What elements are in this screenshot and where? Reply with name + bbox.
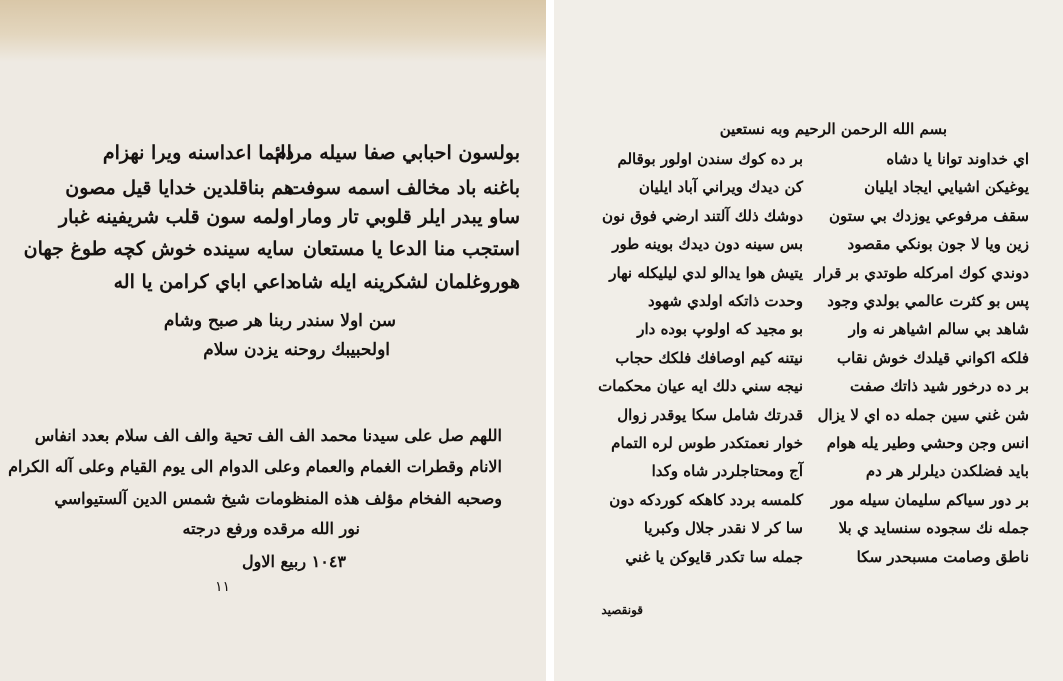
verse-left-hemistich: بر ده كوك سندن اولور بوقالم [617,150,803,168]
verse-left-hemistich: دوشك ذلك آلتند ارضي فوق نون [602,206,803,225]
verse-right-hemistich: داعي اباي كرامن يا اله [113,271,294,293]
verse-right-hemistich: شن غني سين جمله ده اي لا يزال [817,405,1029,424]
verse-left-hemistich: وحدت ذاتكه اولدي شهود [647,292,803,310]
colophon-date: ١٠٤٣ ربيع الاول [242,552,346,571]
verse-right-hemistich: بر دور سياكم سليمان سيله مور [831,490,1029,509]
verse-left-hemistich: قدرتك شامل سكا يوقدر زوال [617,405,803,424]
verse-left-hemistich: سا كر لا نقدر جلال وكبريا [643,519,803,538]
verse-left-hemistich: جمله سا تكدر قايوكن يا غني [625,547,803,566]
verse-left-hemistich: استجب منا الدعا يا مستعان [302,238,520,260]
verse-left-hemistich: هوروغلمان لشكرينه ايله شاه [291,271,520,293]
verse-right-hemistich: اولمه سون قلب شريفينه غبار [58,206,294,228]
basmala-heading: بسم الله الرحمن الرحيم وبه نستعين [719,120,947,138]
verse-right-hemistich: دوندي كوك امركله طوتدي بر قرار [814,263,1029,282]
verse-left-hemistich: نيتنه كيم اوصافك فلكك حجاب [615,348,803,367]
verse-right-hemistich: يوغيكن اشيايي ايجاد ايليان [864,178,1029,197]
verse-left-hemistich: كلمسه بردد كاهكه كوردكه دون [609,490,803,509]
verse-left-hemistich: كن ديدك ويراني آباد ايليان [638,178,803,197]
verse-right-hemistich: هم بناقلدين خدايا قيل مصون [65,177,294,199]
water-stain [0,0,546,62]
verse-right-hemistich: پس بو كثرت عالمي بولدي وجود [827,292,1029,310]
prayer-line: الانام وقطرات الغمام والعمام وعلى الدوام الى يوم القيام وعلى آله الكرام [8,457,502,476]
verse-left-hemistich: بولسون احبابي صفا سيله مرام [274,142,520,164]
verse-left-hemistich: باغنه باد مخالف اسمه سوفت [287,177,520,199]
prayer-line: وصحبه الفخام مؤلف هذه المنظومات شيخ شمس الدين آلستيواسي [54,489,502,508]
verse-right-hemistich: بر ده درخور شيد ذاتك صفت [850,377,1029,396]
verse-right-hemistich: سقف مرفوعي يوزدك بي ستون [828,206,1029,225]
verse-left-hemistich: خوار نعمتكدر طوس لره التمام [611,434,803,452]
verse-right-hemistich: سايه سينده خوش كچه طوغ جهان [23,238,294,260]
verse-left-hemistich: بس سينه دون ديدك بوينه طور [612,235,803,254]
verse-left-hemistich: ساو يبدر ايلر قلوبي تار ومار [297,206,520,228]
right-manuscript-page [554,0,1063,681]
verse-left-hemistich: بو مجيد كه اولوپ بوده دار [637,320,803,339]
closing-couplet-line: اولحبيبك روحنه يزدن سلام [203,340,390,360]
verse-right-hemistich: اي خداوند توانا يا دشاه [886,150,1029,168]
verse-right-hemistich: زين ويا لا جون بونكي مقصود [847,235,1029,254]
prayer-line: اللهم صل على سيدنا محمد الف الف تحية والف الف سلام بعدد انفاس [34,426,502,445]
verse-right-hemistich: فلكه اكواني قيلدك خوش نقاب [837,348,1029,367]
page-gutter [546,0,554,681]
verse-right-hemistich: بايد فضلكدن ديلرلر هر دم [865,462,1029,481]
verse-left-hemistich: يتيش هوا يدالو لدي ليليكله نهار [609,263,803,282]
verse-row [0,271,546,311]
verse-right-hemistich: ناطق وصامت مسبحدر سكا [856,547,1029,566]
verse-right-hemistich: دائما اعداسنه ويرا نهزام [102,142,294,164]
verse-left-hemistich: نيجه سني دلك ايه عيان محكمات [598,377,803,396]
prayer-line: نور الله مرقده ورفع درجته [182,519,360,538]
closing-couplet-line: سن اولا سندر ربنا هر صبح وشام [163,311,396,331]
verse-left-hemistich: آج ومحتاجلردر شاه وكدا [651,462,803,481]
folio-mark: ١١ [214,579,230,595]
verse-right-hemistich: جمله نك سجوده سنسايد ي بلا [838,519,1029,538]
verse-row [0,142,546,182]
verse-right-hemistich: انس وجن وحشي وطير يله هوام [826,434,1029,452]
verse-right-hemistich: شاهد بي سالم اشياهر نه وار [848,320,1029,339]
catchword: قونقصيد [601,603,643,617]
